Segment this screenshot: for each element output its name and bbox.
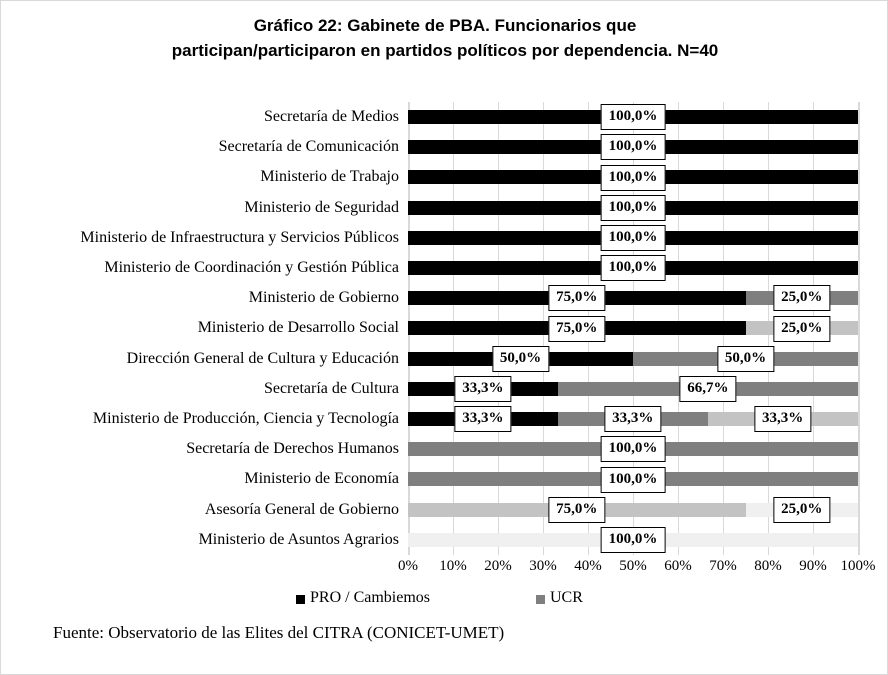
legend-swatch-ucr-icon (536, 595, 545, 604)
chart-title-line-1: Gráfico 22: Gabinete de PBA. Funcionarios que (253, 16, 637, 35)
x-tick-label: 100% (840, 558, 876, 574)
x-tick-label: 60% (664, 558, 692, 574)
category-label: Ministerio de Desarrollo Social (197, 319, 399, 337)
plot-area (408, 102, 858, 555)
data-label: 100,0% (601, 436, 666, 462)
category-label: Ministerio de Trabajo (260, 168, 399, 186)
chart-title (91, 13, 799, 63)
x-tick-label: 0% (398, 558, 418, 574)
x-tick-label: 80% (754, 558, 782, 574)
category-label: Ministerio de Coordinación y Gestión Pública (104, 259, 399, 277)
legend-item[interactable] (296, 589, 430, 607)
x-tick-label: 10% (439, 558, 467, 574)
data-label: 75,0% (548, 497, 605, 523)
category-label: Ministerio de Infraestructura y Servicios Públicos (80, 228, 399, 246)
data-label: 50,0% (492, 346, 549, 372)
data-label: 75,0% (548, 285, 605, 311)
category-label: Secretaría de Comunicación (218, 138, 399, 156)
data-label: 50,0% (717, 346, 774, 372)
category-label: Ministerio de Gobierno (248, 289, 399, 307)
data-label: 66,7% (679, 376, 736, 402)
data-label: 25,0% (773, 285, 830, 311)
source-note: Fuente: Observatorio de las Elites del CITRA (CONICET-UMET) (53, 623, 505, 642)
gridline-100 (858, 102, 860, 555)
category-label: Ministerio de Asuntos Agrarios (198, 530, 399, 548)
data-label: 100,0% (601, 195, 666, 221)
data-label: 100,0% (601, 104, 666, 130)
data-label: 100,0% (601, 467, 666, 493)
category-label: Dirección General de Cultura y Educación (126, 349, 399, 367)
category-label: Ministerio de Seguridad (244, 198, 399, 216)
data-label: 25,0% (773, 316, 830, 342)
data-label: 33,3% (454, 406, 511, 432)
x-tick-label: 20% (484, 558, 512, 574)
data-label: 33,3% (754, 406, 811, 432)
data-label: 33,3% (454, 376, 511, 402)
data-label: 100,0% (601, 225, 666, 251)
x-tick-label: 30% (529, 558, 557, 574)
data-label: 100,0% (601, 165, 666, 191)
bar-row[interactable] (408, 344, 858, 374)
chart-title-line-2: participan/participaron en partidos políticos por dependencia. N=40 (171, 41, 719, 60)
data-label: 100,0% (601, 134, 666, 160)
x-tick-label: 90% (799, 558, 827, 574)
x-tick-label: 50% (619, 558, 647, 574)
bar-series-group (408, 102, 858, 555)
data-label: 25,0% (773, 497, 830, 523)
legend-label: UCR (550, 589, 583, 606)
x-tick-label: 40% (574, 558, 602, 574)
category-label: Asesoría General de Gobierno (204, 500, 399, 518)
category-label: Ministerio de Producción, Ciencia y Tecnología (92, 410, 399, 428)
data-label: 100,0% (601, 255, 666, 281)
legend-label: PRO / Cambiemos (310, 589, 431, 606)
chart-legend (231, 589, 701, 611)
category-label: Secretaría de Cultura (263, 379, 399, 397)
data-label: 100,0% (601, 527, 666, 553)
legend-swatch-pro-icon (296, 595, 305, 604)
category-axis-labels (11, 102, 403, 555)
category-label: Ministerio de Economía (244, 470, 399, 488)
legend-item[interactable] (536, 589, 583, 607)
category-label: Secretaría de Medios (263, 108, 399, 126)
stacked-bar (408, 352, 858, 366)
data-label: 75,0% (548, 316, 605, 342)
category-label: Secretaría de Derechos Humanos (186, 440, 399, 458)
x-tick-label: 70% (709, 558, 737, 574)
data-label: 33,3% (604, 406, 661, 432)
value-axis-labels (398, 558, 876, 580)
